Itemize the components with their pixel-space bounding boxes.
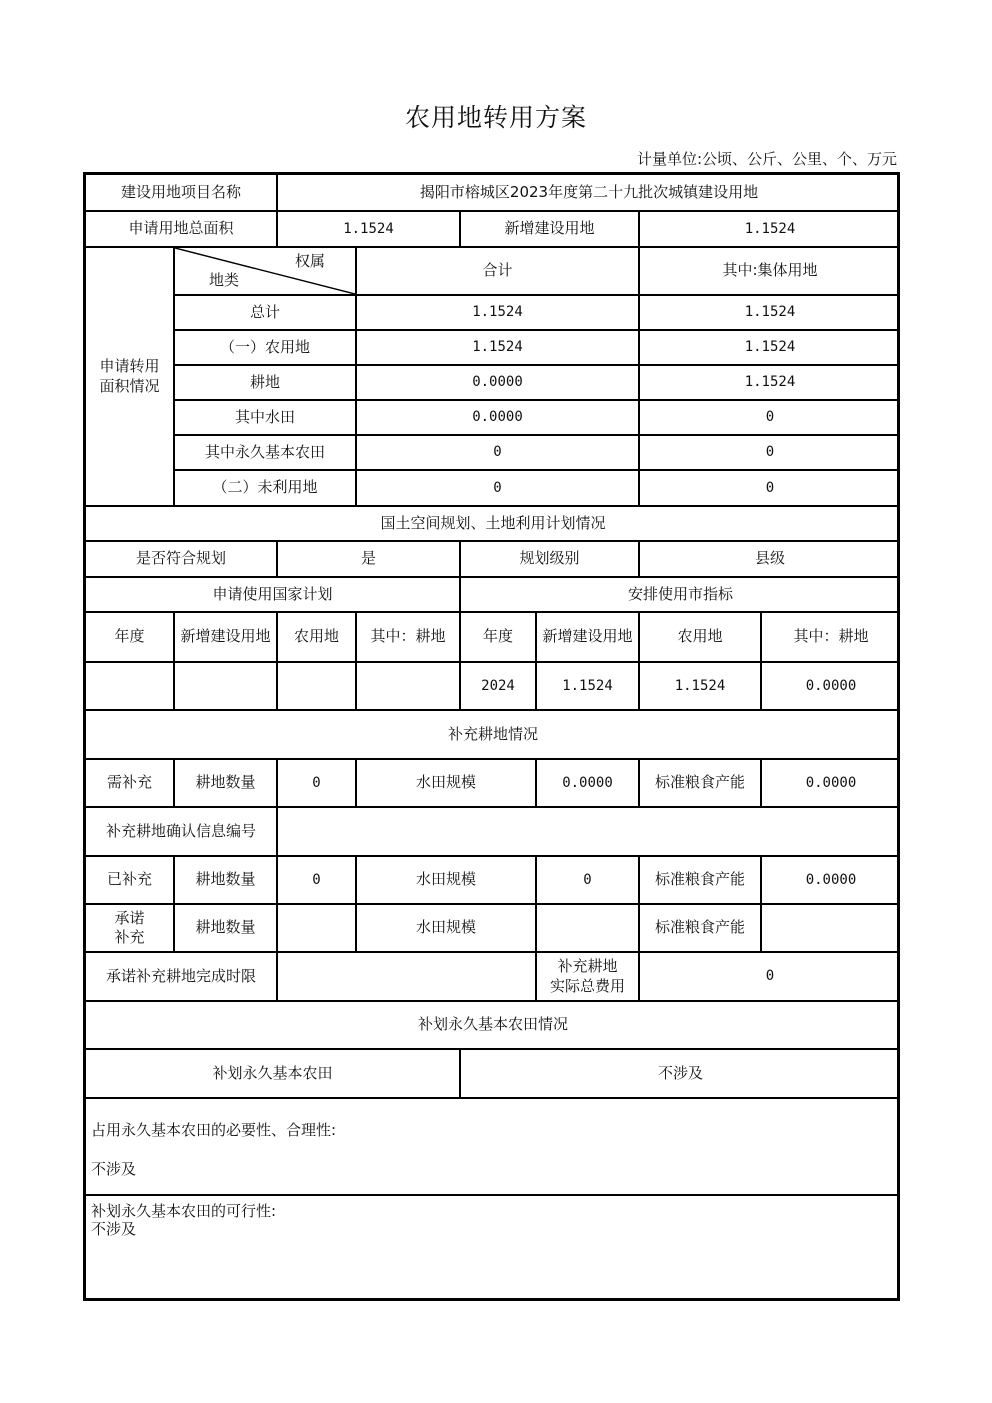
supplement-section-title: 补充耕地情况 [86, 711, 900, 760]
need-qty-value: 0 [278, 760, 357, 808]
row-permanent-farmland-value: 0 [357, 436, 640, 471]
row-total-value: 1.1524 [357, 296, 640, 331]
row-label-paddy: 其中水田 [175, 401, 357, 436]
promise-paddy-value [537, 905, 640, 953]
conversion-section-label: 申请转用 面积情况 [86, 248, 175, 507]
row-label-unused: （二）未利用地 [175, 471, 357, 507]
row-label-permanent-farmland: 其中永久基本农田 [175, 436, 357, 471]
need-paddy-value: 0.0000 [537, 760, 640, 808]
row-label-cultivated: 耕地 [175, 366, 357, 401]
index-val-year: 2024 [461, 663, 537, 711]
necessity-value: 不涉及 [91, 1160, 137, 1178]
feasibility-box [86, 1196, 900, 1301]
plan-val-year [86, 663, 175, 711]
plan-col-agricultural: 农用地 [278, 613, 357, 663]
ownership-header: 权属 [294, 252, 325, 270]
row-cultivated-value: 0.0000 [357, 366, 640, 401]
diagonal-line [175, 248, 355, 294]
project-name-label: 建设用地项目名称 [86, 175, 278, 212]
planning-section-title: 国土空间规划、土地利用计划情况 [86, 507, 900, 542]
done-paddy-label: 水田规模 [357, 857, 537, 905]
col-total-header: 合计 [357, 248, 640, 296]
farmland-section-title: 补划永久基本农田情况 [86, 1002, 900, 1050]
unit-note: 计量单位:公顷、公斤、公里、个、万元 [636, 150, 897, 168]
plan-level-value: 县级 [640, 542, 900, 578]
promise-grain-value [762, 905, 900, 953]
row-agricultural-value: 1.1524 [357, 331, 640, 366]
col-collective-header: 其中:集体用地 [640, 248, 900, 296]
feasibility-label: 补划永久基本农田的可行性: [91, 1202, 277, 1220]
index-col-year: 年度 [461, 613, 537, 663]
index-col-agricultural: 农用地 [640, 613, 762, 663]
need-supplement-label: 需补充 [86, 760, 175, 808]
need-paddy-label: 水田规模 [357, 760, 537, 808]
done-qty-label: 耕地数量 [175, 857, 278, 905]
row-unused-collective: 0 [640, 471, 900, 507]
row-label-total: 总计 [175, 296, 357, 331]
index-val-new-construction: 1.1524 [537, 663, 640, 711]
new-construction-label: 新增建设用地 [461, 212, 640, 248]
done-qty-value: 0 [278, 857, 357, 905]
city-index-header: 安排使用市指标 [461, 578, 900, 613]
project-name-value: 揭阳市榕城区2023年度第二十九批次城镇建设用地 [278, 175, 900, 212]
index-val-cultivated: 0.0000 [762, 663, 900, 711]
plan-col-year: 年度 [86, 613, 175, 663]
promise-qty-value [278, 905, 357, 953]
plan-val-cultivated [357, 663, 461, 711]
diagonal-header-cell [175, 248, 357, 296]
need-grain-label: 标准粮食产能 [640, 760, 762, 808]
plan-val-new-construction [175, 663, 278, 711]
new-construction-value: 1.1524 [640, 212, 900, 248]
index-col-cultivated: 其中：耕地 [762, 613, 900, 663]
index-val-agricultural: 1.1524 [640, 663, 762, 711]
done-paddy-value: 0 [537, 857, 640, 905]
confirm-number-value [278, 808, 900, 857]
land-type-header: 地类 [209, 270, 240, 289]
national-plan-header: 申请使用国家计划 [86, 578, 461, 613]
index-col-new-construction: 新增建设用地 [537, 613, 640, 663]
conform-value: 是 [278, 542, 461, 578]
done-supplement-label: 已补充 [86, 857, 175, 905]
row-unused-value: 0 [357, 471, 640, 507]
conform-label: 是否符合规划 [86, 542, 278, 578]
plan-col-cultivated: 其中：耕地 [357, 613, 461, 663]
total-area-label: 申请用地总面积 [86, 212, 278, 248]
promise-supplement-label: 承诺 补充 [86, 905, 175, 953]
plan-col-new-construction: 新增建设用地 [175, 613, 278, 663]
promise-paddy-label: 水田规模 [357, 905, 537, 953]
feasibility-value: 不涉及 [91, 1220, 137, 1238]
page-title: 农用地转用方案 [404, 103, 587, 132]
plan-val-agricultural [278, 663, 357, 711]
promise-grain-label: 标准粮食产能 [640, 905, 762, 953]
deadline-value [278, 953, 537, 1002]
row-total-collective: 1.1524 [640, 296, 900, 331]
row-agricultural-collective: 1.1524 [640, 331, 900, 366]
row-paddy-collective: 0 [640, 401, 900, 436]
done-grain-value: 0.0000 [762, 857, 900, 905]
land-conversion-form [83, 172, 900, 1301]
row-cultivated-collective: 1.1524 [640, 366, 900, 401]
farmland-label: 补划永久基本农田 [86, 1050, 461, 1099]
plan-level-label: 规划级别 [461, 542, 640, 578]
total-area-value: 1.1524 [278, 212, 461, 248]
promise-qty-label: 耕地数量 [175, 905, 278, 953]
deadline-label: 承诺补充耕地完成时限 [86, 953, 278, 1002]
need-qty-label: 耕地数量 [175, 760, 278, 808]
confirm-number-label: 补充耕地确认信息编号 [86, 808, 278, 857]
row-label-agricultural: （一）农用地 [175, 331, 357, 366]
necessity-box [86, 1099, 900, 1196]
farmland-value: 不涉及 [461, 1050, 900, 1099]
done-grain-label: 标准粮食产能 [640, 857, 762, 905]
necessity-label: 占用永久基本农田的必要性、合理性: [91, 1121, 337, 1139]
cost-label: 补充耕地 实际总费用 [537, 953, 640, 1002]
row-paddy-value: 0.0000 [357, 401, 640, 436]
row-permanent-farmland-collective: 0 [640, 436, 900, 471]
need-grain-value: 0.0000 [762, 760, 900, 808]
cost-value: 0 [640, 953, 900, 1002]
